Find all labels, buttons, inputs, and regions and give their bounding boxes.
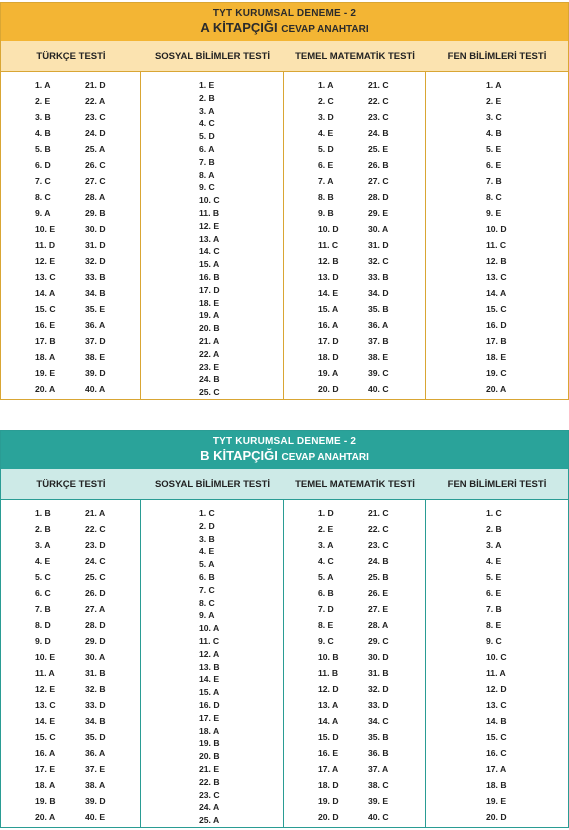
answer-item: 13. A bbox=[199, 233, 220, 244]
answer-item: 1. D bbox=[318, 508, 334, 518]
answer-item: 4. E bbox=[199, 546, 215, 557]
answer-item: 12. E bbox=[35, 256, 56, 266]
fen-column bbox=[426, 72, 568, 400]
answer-item: 29. C bbox=[368, 636, 389, 646]
answer-item: 15. D bbox=[318, 732, 339, 742]
answer-item: 12. E bbox=[199, 220, 220, 231]
answer-item: 18. D bbox=[318, 352, 339, 362]
answer-item: 22. C bbox=[85, 524, 106, 534]
answer-item: 16. D bbox=[199, 700, 220, 710]
answer-item: 36. B bbox=[368, 748, 389, 758]
answer-item: 36. A bbox=[368, 320, 389, 330]
answer-item: 8. C bbox=[199, 597, 215, 608]
answer-item: 12. B bbox=[486, 256, 507, 266]
answer-item: 29. B bbox=[85, 208, 106, 218]
answer-item: 4. B bbox=[486, 128, 502, 138]
answer-item: 6. E bbox=[486, 160, 502, 170]
answer-item: 15. C bbox=[486, 732, 507, 742]
answer-item: 29. E bbox=[368, 208, 389, 218]
answer-item: 26. C bbox=[85, 160, 106, 170]
answer-item: 8. A bbox=[199, 169, 215, 180]
answer-item: 40. C bbox=[368, 812, 389, 822]
answer-item: 18. E bbox=[486, 352, 507, 362]
answer-item: 38. E bbox=[85, 352, 106, 362]
answer-item: 11. C bbox=[486, 240, 507, 250]
answer-item: 32. B bbox=[85, 684, 106, 694]
answer-item: 6. E bbox=[318, 160, 334, 170]
answer-item: 15. C bbox=[35, 732, 56, 742]
answer-item: 13. B bbox=[199, 661, 220, 672]
answer-item: 3. D bbox=[318, 112, 334, 122]
answer-item: 30. A bbox=[85, 652, 106, 662]
answer-item: 13. C bbox=[35, 272, 56, 282]
answer-item: 22. A bbox=[85, 96, 106, 106]
booklet-title bbox=[200, 20, 368, 37]
answer-item: 26. D bbox=[85, 588, 106, 598]
answer-item: 9. A bbox=[199, 610, 215, 621]
answer-item: 6. A bbox=[199, 144, 215, 154]
matematik-column bbox=[284, 72, 426, 400]
answer-item: 20. D bbox=[486, 812, 507, 822]
answer-item: 11. A bbox=[486, 668, 506, 678]
answer-item: 9. C bbox=[318, 636, 334, 646]
answer-item: 14. C bbox=[199, 246, 220, 257]
answer-item: 31. D bbox=[85, 240, 106, 250]
answer-item: 23. E bbox=[199, 361, 220, 372]
answer-item: 19. E bbox=[35, 368, 56, 378]
answer-item: 34. D bbox=[368, 288, 389, 298]
answer-item: 13. A bbox=[318, 700, 339, 710]
answer-item: 24. C bbox=[85, 556, 106, 566]
answer-item: 27. A bbox=[85, 604, 106, 614]
answer-item: 20. B bbox=[199, 751, 220, 762]
answer-item: 19. B bbox=[199, 738, 220, 749]
answer-item: 16. E bbox=[318, 748, 339, 758]
exam-title: TYT KURUMSAL DENEME - 2 bbox=[212, 435, 357, 447]
answer-item: 8. B bbox=[318, 192, 334, 202]
banner bbox=[1, 3, 568, 41]
answer-item: 30. D bbox=[85, 224, 106, 234]
answer-item: 31. B bbox=[85, 668, 106, 678]
answer-item: 22. A bbox=[199, 348, 220, 359]
answer-item: 22. C bbox=[368, 524, 389, 534]
answer-item: 8. C bbox=[35, 192, 51, 202]
answer-item: 10. D bbox=[486, 224, 507, 234]
answer-item: 10. A bbox=[199, 623, 220, 634]
answer-item: 6. D bbox=[35, 160, 51, 170]
answer-item: 17. B bbox=[486, 336, 507, 346]
answer-item: 6. E bbox=[486, 588, 502, 598]
answer-item: 11. A bbox=[35, 668, 55, 678]
turkce-header: TÜRKÇE TESTİ bbox=[36, 478, 106, 490]
answer-item: 35. E bbox=[85, 304, 106, 314]
answer-item: 10. E bbox=[35, 224, 56, 234]
answer-item: 19. A bbox=[318, 368, 339, 378]
answer-item: 25. E bbox=[368, 144, 389, 154]
answer-item: 13. D bbox=[318, 272, 339, 282]
answer-item: 1. A bbox=[35, 80, 51, 90]
answer-item: 21. E bbox=[199, 764, 220, 774]
answer-item: 23. C bbox=[199, 789, 220, 800]
answer-item: 35. D bbox=[85, 732, 106, 742]
answer-item: 2. D bbox=[199, 520, 215, 531]
answer-item: 37. B bbox=[368, 336, 389, 346]
answer-item: 17. B bbox=[35, 336, 56, 346]
answer-item: 17. A bbox=[318, 764, 339, 774]
turkce-column bbox=[1, 72, 141, 400]
answer-item: 10. C bbox=[199, 195, 220, 206]
answer-item: 22. B bbox=[199, 776, 220, 787]
answer-item: 39. D bbox=[85, 796, 106, 806]
answer-item: 19. D bbox=[318, 796, 339, 806]
answer-item: 1. E bbox=[199, 80, 215, 90]
answer-item: 17. D bbox=[318, 336, 339, 346]
header-row bbox=[1, 469, 568, 500]
answer-item: 32. D bbox=[85, 256, 106, 266]
answer-item: 14. A bbox=[35, 288, 56, 298]
answer-item: 20. A bbox=[35, 384, 56, 394]
answer-item: 25. A bbox=[85, 144, 106, 154]
answer-item: 35. B bbox=[368, 732, 389, 742]
answer-item: 7. C bbox=[35, 176, 51, 186]
answer-item: 25. C bbox=[85, 572, 106, 582]
answer-item: 4. C bbox=[199, 118, 215, 129]
answer-item: 12. A bbox=[199, 648, 220, 659]
answers-body bbox=[1, 72, 568, 400]
answer-item: 16. E bbox=[35, 320, 56, 330]
answer-item: 2. B bbox=[199, 92, 215, 103]
answer-item: 28. D bbox=[368, 192, 389, 202]
answer-item: 37. A bbox=[368, 764, 389, 774]
answer-item: 19. B bbox=[35, 796, 56, 806]
answer-item: 5. E bbox=[486, 144, 502, 154]
answer-item: 11. C bbox=[199, 636, 220, 646]
answer-item: 3. A bbox=[318, 540, 334, 550]
answer-item: 1. B bbox=[35, 508, 51, 518]
answer-item: 1. C bbox=[199, 508, 215, 518]
answer-item: 19. C bbox=[486, 368, 507, 378]
answer-item: 15. C bbox=[35, 304, 56, 314]
answer-item: 5. D bbox=[318, 144, 334, 154]
answer-item: 12. D bbox=[486, 684, 507, 694]
answer-item: 3. A bbox=[35, 540, 51, 550]
answer-item: 21. D bbox=[85, 80, 106, 90]
answer-item: 10. E bbox=[35, 652, 56, 662]
banner bbox=[1, 431, 568, 469]
fen-column bbox=[426, 500, 568, 828]
answer-item: 24. B bbox=[368, 128, 389, 138]
fen-header: FEN BİLİMLERİ TESTİ bbox=[447, 50, 547, 62]
answer-item: 2. C bbox=[318, 96, 334, 106]
answer-item: 12. B bbox=[318, 256, 339, 266]
matematik-column bbox=[284, 500, 426, 828]
answer-item: 27. C bbox=[85, 176, 106, 186]
answer-item: 12. D bbox=[318, 684, 339, 694]
answer-item: 1. C bbox=[486, 508, 502, 518]
answer-item: 14. B bbox=[486, 716, 507, 726]
answer-item: 39. C bbox=[368, 368, 389, 378]
answer-item: 8. C bbox=[486, 192, 502, 202]
answer-item: 16. D bbox=[486, 320, 507, 330]
answer-item: 18. A bbox=[199, 725, 220, 736]
answer-item: 28. D bbox=[85, 620, 106, 630]
answer-item: 34. B bbox=[85, 716, 106, 726]
answer-item: 23. C bbox=[368, 540, 389, 550]
answer-item: 9. E bbox=[486, 208, 502, 218]
answer-item: 1. A bbox=[486, 80, 502, 90]
answer-item: 3. A bbox=[486, 540, 502, 550]
answer-item: 4. B bbox=[35, 128, 51, 138]
answer-item: 21. C bbox=[368, 80, 389, 90]
answer-item: 26. B bbox=[368, 160, 389, 170]
answer-item: 4. E bbox=[318, 128, 334, 138]
fen-header: FEN BİLİMLERİ TESTİ bbox=[447, 478, 547, 490]
answer-item: 20. A bbox=[486, 384, 507, 394]
answer-item: 33. B bbox=[368, 272, 389, 282]
answer-item: 23. C bbox=[368, 112, 389, 122]
answer-item: 12. E bbox=[35, 684, 56, 694]
answer-item: 21. A bbox=[85, 508, 106, 518]
answer-item: 15. A bbox=[199, 259, 220, 270]
answer-item: 14. E bbox=[35, 716, 56, 726]
answer-item: 3. A bbox=[199, 105, 215, 116]
answer-item: 24. A bbox=[199, 802, 220, 813]
answer-item: 2. E bbox=[35, 96, 51, 106]
answer-item: 2. B bbox=[35, 524, 51, 534]
answer-item: 11. D bbox=[35, 240, 56, 250]
answer-item: 31. D bbox=[368, 240, 389, 250]
answer-item: 27. C bbox=[368, 176, 389, 186]
answer-item: 15. C bbox=[486, 304, 507, 314]
answer-item: 17. A bbox=[486, 764, 507, 774]
answer-item: 29. D bbox=[85, 636, 106, 646]
booklet-a bbox=[0, 2, 569, 400]
sosyal-column bbox=[141, 500, 284, 828]
answer-item: 2. E bbox=[318, 524, 334, 534]
answer-item: 33. D bbox=[368, 700, 389, 710]
answer-item: 37. E bbox=[85, 764, 106, 774]
booklet-b bbox=[0, 430, 569, 828]
answer-item: 33. B bbox=[85, 272, 106, 282]
answer-item: 16. A bbox=[318, 320, 339, 330]
answer-item: 35. B bbox=[368, 304, 389, 314]
answer-item: 23. D bbox=[85, 540, 106, 550]
answer-item: 17. E bbox=[199, 712, 220, 723]
answer-item: 28. A bbox=[368, 620, 389, 630]
answer-item: 9. A bbox=[35, 208, 51, 218]
answer-item: 18. A bbox=[35, 780, 56, 790]
answer-item: 16. B bbox=[199, 272, 220, 282]
answer-item: 2. B bbox=[486, 524, 502, 534]
answer-item: 19. E bbox=[486, 796, 507, 806]
answer-item: 40. C bbox=[368, 384, 389, 394]
booklet-name: B KİTAPÇIĞI bbox=[200, 447, 278, 463]
header-row bbox=[1, 41, 568, 72]
answer-item: 30. A bbox=[368, 224, 389, 234]
answer-item: 8. E bbox=[486, 620, 502, 630]
answer-item: 25. A bbox=[199, 815, 220, 826]
answer-item: 18. D bbox=[318, 780, 339, 790]
answer-item: 5. D bbox=[199, 131, 215, 142]
answer-item: 39. D bbox=[85, 368, 106, 378]
answer-item: 11. B bbox=[199, 208, 220, 218]
answer-item: 3. C bbox=[486, 112, 502, 122]
answer-item: 25. B bbox=[368, 572, 389, 582]
answer-item: 34. B bbox=[85, 288, 106, 298]
answer-item: 38. A bbox=[85, 780, 106, 790]
answer-item: 2. E bbox=[486, 96, 502, 106]
answer-key-label: CEVAP ANAHTARI bbox=[281, 23, 369, 35]
answer-item: 10. D bbox=[318, 224, 339, 234]
answer-item: 5. B bbox=[35, 144, 51, 154]
answer-item: 13. C bbox=[35, 700, 56, 710]
answer-item: 20. D bbox=[318, 384, 339, 394]
answer-item: 38. E bbox=[368, 352, 389, 362]
answer-item: 19. A bbox=[199, 310, 220, 321]
answer-item: 11. C bbox=[318, 240, 339, 250]
answer-item: 38. C bbox=[368, 780, 389, 790]
answer-item: 24. D bbox=[85, 128, 106, 138]
answer-item: 13. C bbox=[486, 272, 507, 282]
answer-item: 34. C bbox=[368, 716, 389, 726]
answer-item: 21. A bbox=[199, 336, 220, 346]
sosyal-header: SOSYAL BİLİMLER TESTİ bbox=[154, 478, 271, 490]
answer-item: 14. E bbox=[318, 288, 339, 298]
answer-item: 22. C bbox=[368, 96, 389, 106]
answer-item: 13. C bbox=[486, 700, 507, 710]
answer-item: 15. A bbox=[318, 304, 339, 314]
answer-item: 21. C bbox=[368, 508, 389, 518]
answer-item: 40. A bbox=[85, 384, 106, 394]
answer-item: 4. E bbox=[35, 556, 51, 566]
answer-item: 23. C bbox=[85, 112, 106, 122]
answer-item: 7. D bbox=[318, 604, 334, 614]
answer-item: 7. A bbox=[318, 176, 334, 186]
answer-item: 5. C bbox=[35, 572, 51, 582]
answer-item: 30. D bbox=[368, 652, 389, 662]
answer-item: 14. A bbox=[318, 716, 339, 726]
answer-item: 1. A bbox=[318, 80, 334, 90]
answer-item: 18. E bbox=[199, 297, 220, 308]
answer-item: 4. E bbox=[486, 556, 502, 566]
answer-item: 32. D bbox=[368, 684, 389, 694]
answer-key-label: CEVAP ANAHTARI bbox=[281, 451, 369, 463]
matematik-header: TEMEL MATEMATİK TESTİ bbox=[295, 50, 415, 62]
answer-item: 32. C bbox=[368, 256, 389, 266]
answer-item: 20. A bbox=[35, 812, 56, 822]
answer-item: 9. D bbox=[35, 636, 51, 646]
answer-item: 27. E bbox=[368, 604, 389, 614]
answer-item: 9. C bbox=[486, 636, 502, 646]
answer-item: 31. B bbox=[368, 668, 389, 678]
turkce-header: TÜRKÇE TESTİ bbox=[36, 50, 106, 62]
exam-title: TYT KURUMSAL DENEME - 2 bbox=[212, 7, 357, 19]
answer-item: 17. E bbox=[35, 764, 56, 774]
answer-item: 25. C bbox=[199, 387, 220, 398]
answer-item: 7. B bbox=[199, 156, 215, 167]
answer-item: 39. E bbox=[368, 796, 389, 806]
answer-item: 8. E bbox=[318, 620, 334, 630]
answer-item: 9. B bbox=[318, 208, 334, 218]
answer-item: 16. C bbox=[486, 748, 507, 758]
answer-item: 7. B bbox=[486, 604, 502, 614]
matematik-header: TEMEL MATEMATİK TESTİ bbox=[295, 478, 415, 490]
answer-item: 6. B bbox=[318, 588, 334, 598]
sosyal-header: SOSYAL BİLİMLER TESTİ bbox=[154, 50, 271, 62]
answer-item: 5. E bbox=[486, 572, 502, 582]
answer-item: 28. A bbox=[85, 192, 106, 202]
answer-item: 10. C bbox=[486, 652, 507, 662]
answer-item: 11. B bbox=[318, 668, 339, 678]
answer-item: 5. A bbox=[199, 559, 215, 570]
turkce-column bbox=[1, 500, 141, 828]
answer-item: 5. A bbox=[318, 572, 334, 582]
answer-item: 18. A bbox=[35, 352, 56, 362]
booklet-name: A KİTAPÇIĞI bbox=[200, 19, 278, 35]
answer-item: 9. C bbox=[199, 182, 215, 193]
answer-item: 3. B bbox=[35, 112, 51, 122]
answer-item: 17. D bbox=[199, 284, 220, 295]
answer-item: 4. C bbox=[318, 556, 334, 566]
sosyal-column bbox=[141, 72, 284, 400]
answer-item: 16. A bbox=[35, 748, 56, 758]
answer-item: 24. B bbox=[368, 556, 389, 566]
answer-item: 36. A bbox=[85, 320, 106, 330]
answer-item: 6. C bbox=[35, 588, 51, 598]
answers-body bbox=[1, 500, 568, 828]
answer-item: 33. D bbox=[85, 700, 106, 710]
answer-item: 6. B bbox=[199, 572, 215, 582]
answer-item: 26. E bbox=[368, 588, 389, 598]
answer-item: 7. C bbox=[199, 584, 215, 595]
answer-item: 14. E bbox=[199, 674, 220, 685]
answer-item: 24. B bbox=[199, 374, 220, 385]
answer-item: 10. B bbox=[318, 652, 339, 662]
answer-item: 8. D bbox=[35, 620, 51, 630]
answer-item: 7. B bbox=[486, 176, 502, 186]
answer-item: 40. E bbox=[85, 812, 106, 822]
answer-item: 15. A bbox=[199, 687, 220, 698]
answer-item: 20. B bbox=[199, 323, 220, 334]
answer-item: 14. A bbox=[486, 288, 507, 298]
answer-item: 3. B bbox=[199, 533, 215, 544]
booklet-title bbox=[200, 448, 369, 465]
answer-item: 37. D bbox=[85, 336, 106, 346]
answer-item: 7. B bbox=[35, 604, 51, 614]
answer-item: 18. B bbox=[486, 780, 507, 790]
answer-item: 36. A bbox=[85, 748, 106, 758]
answer-item: 20. D bbox=[318, 812, 339, 822]
